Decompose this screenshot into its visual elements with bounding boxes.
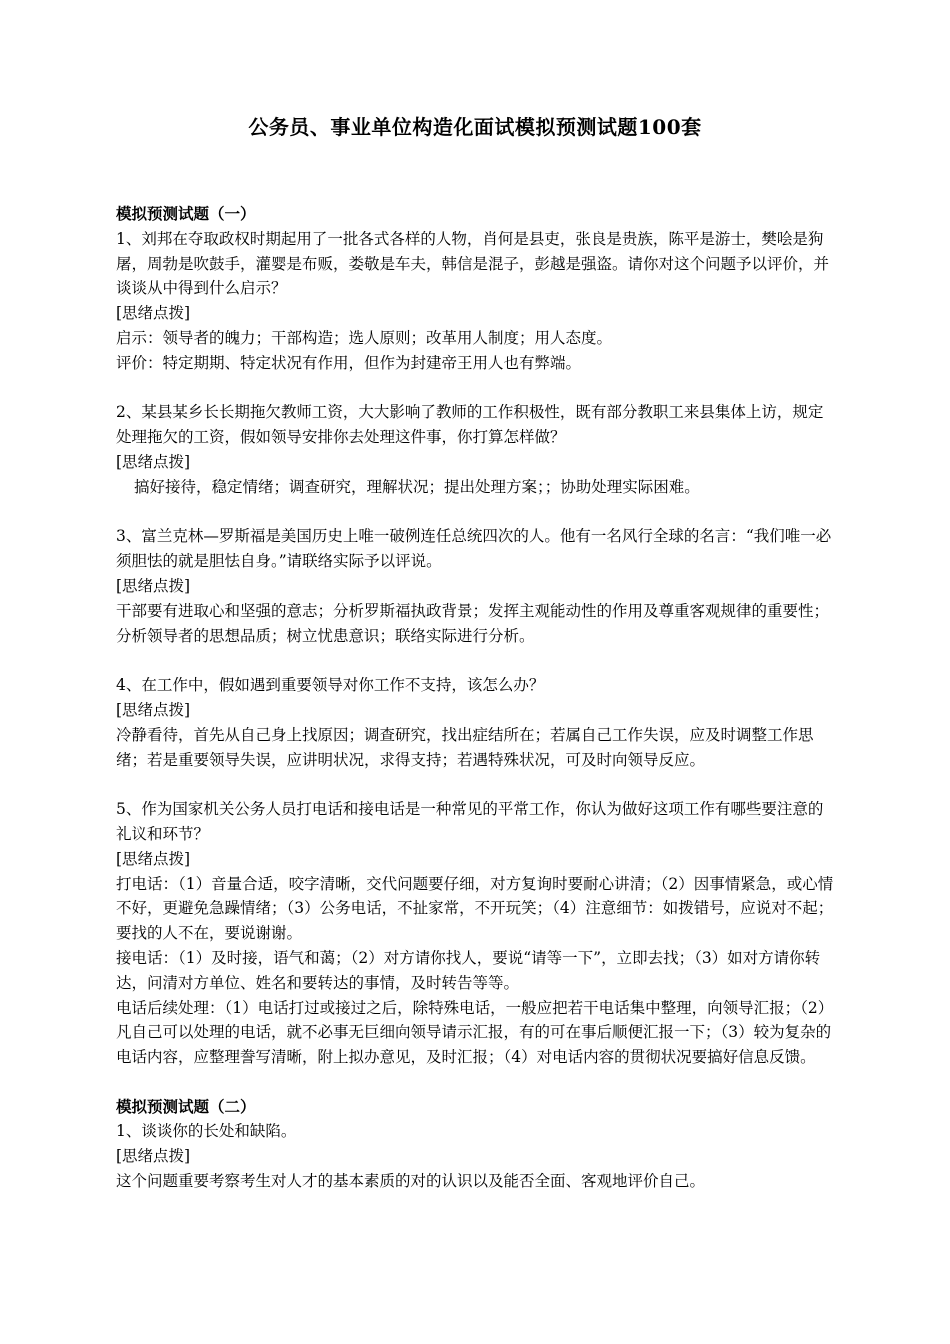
answer-text: 评价：特定期期、特定状况有作用，但作为封建帝王用人也有弊端。 xyxy=(116,353,582,372)
hint-label: [思绪点拨] xyxy=(116,576,191,595)
answer-text: 启示：领导者的魄力；干部构造；选人原则；改革用人制度；用人态度。 xyxy=(116,328,613,347)
question-text: 4、在工作中，假如遇到重要领导对你工作不支持，该怎么办？ xyxy=(116,676,545,695)
question-text: 1、谈谈你的长处和缺陷。 xyxy=(116,1122,297,1141)
section-heading: 模拟预测试题（一） xyxy=(116,204,256,223)
paragraph-gap xyxy=(116,1070,838,1095)
hint-label: [思绪点拨] xyxy=(116,849,191,868)
paragraph-gap xyxy=(116,772,838,797)
answer-text: 干部要有进取心和坚强的意志；分析罗斯福执政背景；发挥主观能动性的作用及尊重客观规律的重要性；分析领导者的思想品质；树立忧患意识；联络实际进行分析。 xyxy=(116,601,830,645)
question-text: 5、作为国家机关公务人员打电话和接电话是一种常见的平常工作，你认为做好这项工作有哪些要注意的礼议和环节？ xyxy=(116,800,824,843)
hint-label: [思绪点拨] xyxy=(116,304,191,323)
answer-text: 接电话：（1）及时接，语气和蔼；（2）对方请你找人，要说“请等一下”，立即去找；（3）如对方请你转达，问清对方单位、姓名和要转达的事情，及时转告等等。 xyxy=(116,948,821,992)
document-body xyxy=(116,202,838,1194)
hint-label: [思绪点拨] xyxy=(116,1147,191,1166)
section-heading: 模拟预测试题（二） xyxy=(116,1096,256,1116)
answer-text: 打电话：（1）音量合适，咬字清晰，交代问题要仔细，对方复询时要耐心讲清；（2）因事情紧急，或心情不好，更避免急躁情绪；（3）公务电话，不扯家常，不开玩笑；（4）注意细节：如拨错号，应说对不起；要找的人不在，要说谢谢。 xyxy=(116,874,834,943)
hint-label: [思绪点拨] xyxy=(116,700,191,719)
question-text: 2、某县某乡长长期拖欠教师工资，大大影响了教师的工作积极性，既有部分教职工来县集体上访，规定处理拖欠的工资，假如领导安排你去处理这件事，你打算怎样做？ xyxy=(116,403,824,447)
hint-label: [思绪点拨] xyxy=(116,452,191,471)
paragraph-gap xyxy=(116,500,838,525)
paragraph-gap xyxy=(116,376,838,401)
answer-text: 冷静看待，首先从自己身上找原因；调查研究，找出症结所在；若属自己工作失误，应及时调整工作思绪；若是重要领导失误，应讲明状况，求得支持；若遇特殊状况，可及时向领导反应。 xyxy=(116,725,814,769)
question-text: 3、富兰克林—罗斯福是美国历史上唯一破例连任总统四次的人。他有一名风行全球的名言：“我们唯一必须胆怯的就是胆怯自身。”请联络实际予以评说。 xyxy=(116,527,832,571)
document-title: 公务员、事业单位构造化面试模拟预测试题100套 xyxy=(248,115,702,139)
answer-text: 电话后续处理：（1）电话打过或接过之后，除特殊电话，一般应把若干电话集中整理，向领导汇报；（2）凡自己可以处理的电话，就不必事无巨细向领导请示汇报，有的可在事后顺便汇报一下；（3）较为复杂的电话内容，应整理誊写清晰，附上拟办意见，及时汇报；（4）对电话内容的贯彻状况要搞好信息反馈。 xyxy=(116,998,834,1067)
answer-text: 搞好接待，稳定情绪；调查研究，理解状况；提出处理方案；；协助处理实际困难。 xyxy=(134,477,700,496)
question-text: 1、刘邦在夺取政权时期起用了一批各式各样的人物，肖何是县吏，张良是贵族，陈平是游士，樊哙是狗屠，周勃是吹鼓手，灌婴是布贩，娄敬是车夫，韩信是混子，彭越是强盗。请你对这个问题予以评价，并谈谈从中得到什么启示？ xyxy=(116,229,830,298)
answer-text: 这个问题重要考察考生对人才的基本素质的对的认识以及能否全面、客观地评价自己。 xyxy=(116,1172,706,1191)
paragraph-gap xyxy=(116,648,838,673)
